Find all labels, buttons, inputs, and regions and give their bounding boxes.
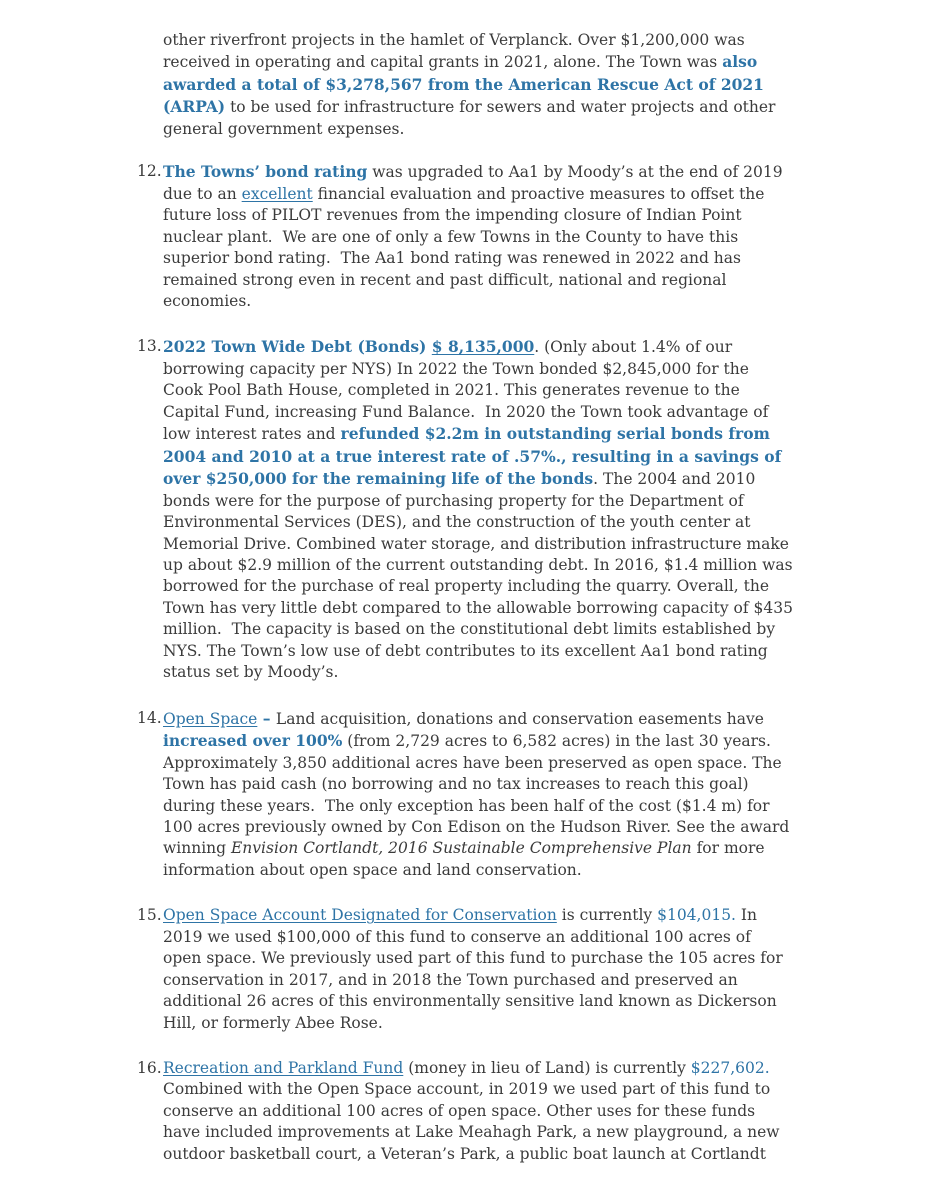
body-text: was upgraded to Aa1 by Moody’s at the end of 2019 due to an <box>163 163 788 203</box>
emphasis-text: increased over 100% <box>163 731 343 751</box>
body-text: (money in lieu of Land) is currently <box>403 1059 691 1078</box>
list-paragraph <box>163 161 793 312</box>
list-number: 12. <box>137 162 162 181</box>
numbered-list <box>137 161 798 1165</box>
body-text: other riverfront projects in the hamlet of Verplanck. Over $1,200,000 was received in operating and capital grants in 2021, alone. The Town was <box>163 31 750 72</box>
list-number: 15. <box>137 906 162 925</box>
body-text: is currently <box>556 906 658 925</box>
list-item-14 <box>137 708 793 882</box>
emphasis-text: – <box>257 708 276 728</box>
list-item-15 <box>137 905 793 1034</box>
body-text: . The 2004 and 2010 bonds were for the purpose of purchasing property for the Department of Environmental Services (DES), and the construction of the youth center at Memorial Drive. Combined water storage, and distribution infrastructure make up about $2.9 million of the current outstanding debt. In 2016, $1.4 million was borrowed for the purchase of real property including the quarry. Overall, the Town has very little debt compared to the allowable borrowing capacity of $435 million. The capacity is based on the constitutional debt limits established by NYS. The Town’s low use of debt contributes to its excellent Aa1 bond rating status set by Moody’s. <box>163 470 798 682</box>
inline-link[interactable]: Recreation and Parkland Fund <box>163 1059 404 1078</box>
list-number: 14. <box>137 708 162 727</box>
body-text: Land acquisition, donations and conservation easements have <box>275 709 769 728</box>
list-paragraph <box>163 708 793 882</box>
inline-link[interactable]: Open Space Account Designated for Conservation <box>163 906 557 925</box>
emphasis-text: $227,602. <box>690 1059 770 1078</box>
list-number: 16. <box>137 1059 162 1078</box>
list-item-13 <box>137 336 798 683</box>
body-text: In 2019 we used $100,000 of this fund to conserve an additional 100 acres of open space. We previously used part of this fund to purchase the 105 acres for conservation in 2017, and in 2018 the Town purchased and preserved an additional 26 acres of this environmentally sensitive land known as Dickerson Hill, or formerly Abee Rose. <box>163 906 788 1032</box>
body-text: to be used for infrastructure for sewers and water projects and other general government expenses. <box>163 98 781 138</box>
body-text: for more information about open space and land conservation. <box>163 839 770 879</box>
emphasis-text: The Towns’ bond rating <box>163 162 368 182</box>
list-item-12 <box>137 161 793 312</box>
emphasis-text: $104,015. <box>657 906 736 925</box>
list-number: 13. <box>137 337 162 356</box>
inline-link[interactable]: Open Space <box>163 709 258 728</box>
body-text: Combined with the Open Space account, in 2019 we used part of this fund to conserve an additional 100 acres of open space. Other uses for these funds have included improvements at Lake Meahagh Park, a new playground, a new outdoor basketball court, a Veteran’s Park, a public boat launch at Cortlandt <box>163 1059 785 1163</box>
emphasis-text: 2022 Town Wide Debt (Bonds) <box>163 337 432 357</box>
inline-link[interactable]: excellent <box>241 184 313 203</box>
intro-paragraph <box>163 30 793 140</box>
inline-link[interactable]: $ 8,135,000 <box>431 337 535 357</box>
body-text: . (Only about 1.4% of our borrowing capacity per NYS) In 2022 the Town bonded $2,845,000 for the Cook Pool Bath House, completed in 2021. This generates revenue to the Capital Fund, increasing Fund Balance. In 2020 the Town took advantage of low interest rates and <box>163 338 774 444</box>
list-item-16 <box>137 1058 793 1165</box>
emphasis-text: refunded $2.2m in outstanding serial bonds from 2004 and 2010 at a true interest rate of .57%., resulting in a savings of over $250,000 for the remaining life of the bonds <box>163 424 787 489</box>
list-paragraph <box>163 905 793 1034</box>
list-paragraph <box>163 1058 793 1165</box>
emphasis-text: also awarded a total of $3,278,567 from the American Rescue Act of 2021 (ARPA) <box>163 52 770 117</box>
body-text: (from 2,729 acres to 6,582 acres) in the last 30 years. Approximately 3,850 additional acres have been preserved as open space. The Town has paid cash (no borrowing and no tax increases to reach this goal) during these years. The only exception has been half of the cost ($1.4 m) for 100 acres previously owned by Con Edison on the Hudson River. See the award winning <box>163 732 795 858</box>
list-paragraph <box>163 336 798 683</box>
body-text: financial evaluation and proactive measures to offset the future loss of PILOT revenues from the impending closure of Indian Point nuclear plant. We are one of only a few Towns in the County to have this superior bond rating. The Aa1 bond rating was renewed in 2022 and has remained strong even in recent and past difficult, national and regional economies. <box>163 184 770 310</box>
emphasis-text: Envision Cortlandt, 2016 Sustainable Comprehensive Plan <box>230 839 692 858</box>
